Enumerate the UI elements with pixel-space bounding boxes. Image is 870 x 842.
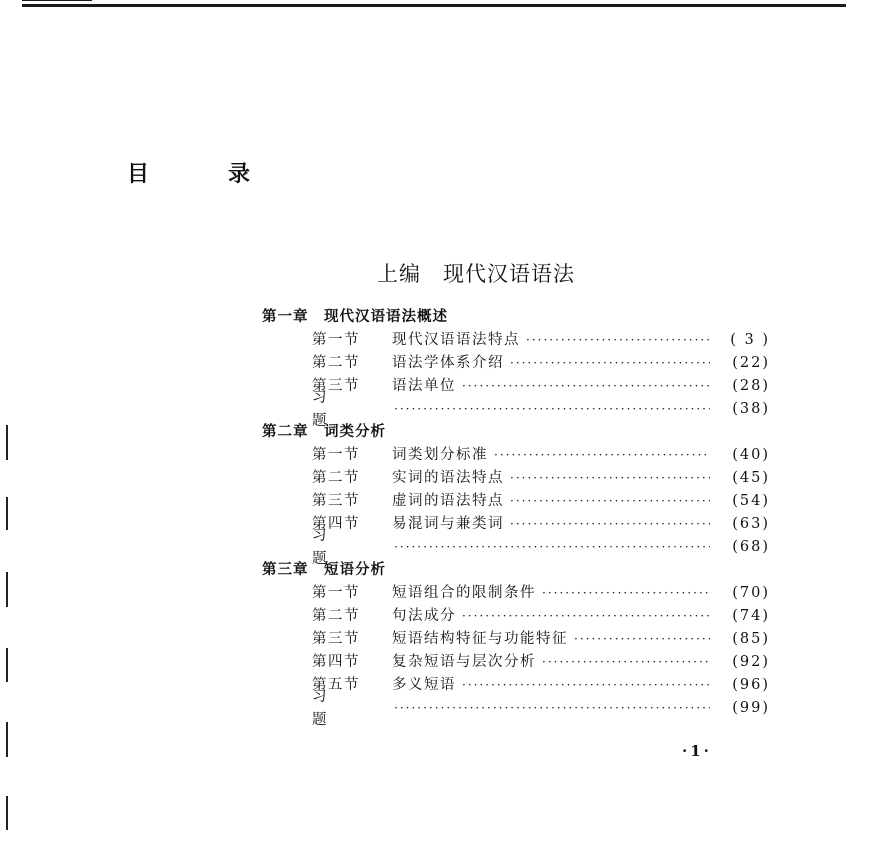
page-ref: (70) — [732, 585, 770, 601]
section-title: 复杂短语与层次分析 — [392, 654, 536, 670]
page-ref: (85) — [732, 631, 770, 647]
section-number: 第四节 — [312, 516, 360, 532]
chapter-title[interactable]: 第一章 现代汉语语法概述 — [262, 309, 448, 325]
toc-entry[interactable] — [312, 467, 770, 490]
section-number: 第二节 — [312, 470, 360, 486]
section-number: 第一节 — [312, 332, 360, 348]
toc-entry-exercises[interactable] — [312, 389, 770, 429]
leader-dots — [510, 513, 710, 536]
page-ref: (68) — [732, 539, 770, 555]
leader-dots — [462, 375, 710, 398]
toc-entry[interactable] — [312, 444, 770, 467]
chapter-title[interactable]: 第二章 词类分析 — [262, 424, 386, 440]
section-title: 短语结构特征与功能特征 — [392, 631, 568, 647]
toc-entry[interactable] — [312, 605, 770, 628]
section-number: 第三节 — [312, 631, 360, 647]
section-title: 短语组合的限制条件 — [392, 585, 536, 601]
page-ref: (96) — [732, 677, 770, 693]
leader-dots — [542, 651, 710, 674]
section-title: 句法成分 — [392, 608, 456, 624]
section-title: 虚词的语法特点 — [392, 493, 504, 509]
section-number: 习题 — [312, 527, 355, 567]
leader-dots — [394, 697, 710, 720]
leader-dots — [510, 352, 710, 375]
page-ref: (28) — [732, 378, 770, 394]
section-number: 第三节 — [312, 378, 360, 394]
section-number: 第三节 — [312, 493, 360, 509]
page-ref: (38) — [732, 401, 770, 417]
top-rule — [22, 4, 846, 7]
leader-dots — [510, 467, 710, 490]
toc-entry[interactable] — [312, 651, 770, 674]
margin-mark — [6, 722, 8, 757]
page-ref: ( 3 ) — [730, 332, 770, 348]
toc-entry[interactable] — [312, 329, 770, 352]
margin-mark — [6, 796, 8, 830]
toc-entry-exercises[interactable] — [312, 688, 770, 728]
leader-dots — [394, 398, 710, 421]
page-ref: (45) — [732, 470, 770, 486]
page-ref: (92) — [732, 654, 770, 670]
toc-entry[interactable] — [312, 352, 770, 375]
table-of-contents — [262, 306, 770, 728]
page-ref: (63) — [732, 516, 770, 532]
section-number: 第二节 — [312, 355, 360, 371]
section-number: 习题 — [312, 688, 355, 728]
leader-dots — [462, 605, 710, 628]
section-title: 词类划分标准 — [392, 447, 488, 463]
section-number: 习题 — [312, 389, 355, 429]
top-rule-thin — [22, 0, 92, 1]
section-title: 实词的语法特点 — [392, 470, 504, 486]
toc-entry[interactable] — [312, 628, 770, 651]
section-title: 易混词与兼类词 — [392, 516, 504, 532]
leader-dots — [394, 536, 710, 559]
toc-heading-char-2: 录 — [228, 162, 251, 187]
margin-mark — [6, 572, 8, 607]
part-title: 上编 现代汉语语法 — [377, 262, 575, 286]
section-number: 第一节 — [312, 585, 360, 601]
leader-dots — [510, 490, 710, 513]
margin-mark — [6, 648, 8, 682]
chapter-title[interactable]: 第三章 短语分析 — [262, 562, 386, 578]
leader-dots — [542, 582, 710, 605]
leader-dots — [574, 628, 710, 651]
page-number: ·1· — [682, 742, 712, 760]
page-ref: (99) — [732, 700, 770, 716]
page-ref: (40) — [732, 447, 770, 463]
leader-dots — [494, 444, 710, 467]
toc-entry[interactable] — [312, 490, 770, 513]
section-title: 语法单位 — [392, 378, 456, 394]
section-number: 第二节 — [312, 608, 360, 624]
toc-entry-exercises[interactable] — [312, 527, 770, 567]
margin-mark — [6, 497, 8, 530]
page-ref: (54) — [732, 493, 770, 509]
margin-mark — [6, 425, 8, 460]
section-number: 第五节 — [312, 677, 360, 693]
section-title: 语法学体系介绍 — [392, 355, 504, 371]
leader-dots — [526, 329, 710, 352]
page-ref: (74) — [732, 608, 770, 624]
section-number: 第四节 — [312, 654, 360, 670]
toc-heading-char-1: 目 — [127, 162, 150, 187]
section-title: 多义短语 — [392, 677, 456, 693]
leader-dots — [462, 674, 710, 697]
page-ref: (22) — [732, 355, 770, 371]
toc-entry[interactable] — [312, 582, 770, 605]
section-title: 现代汉语语法特点 — [392, 332, 520, 348]
section-number: 第一节 — [312, 447, 360, 463]
